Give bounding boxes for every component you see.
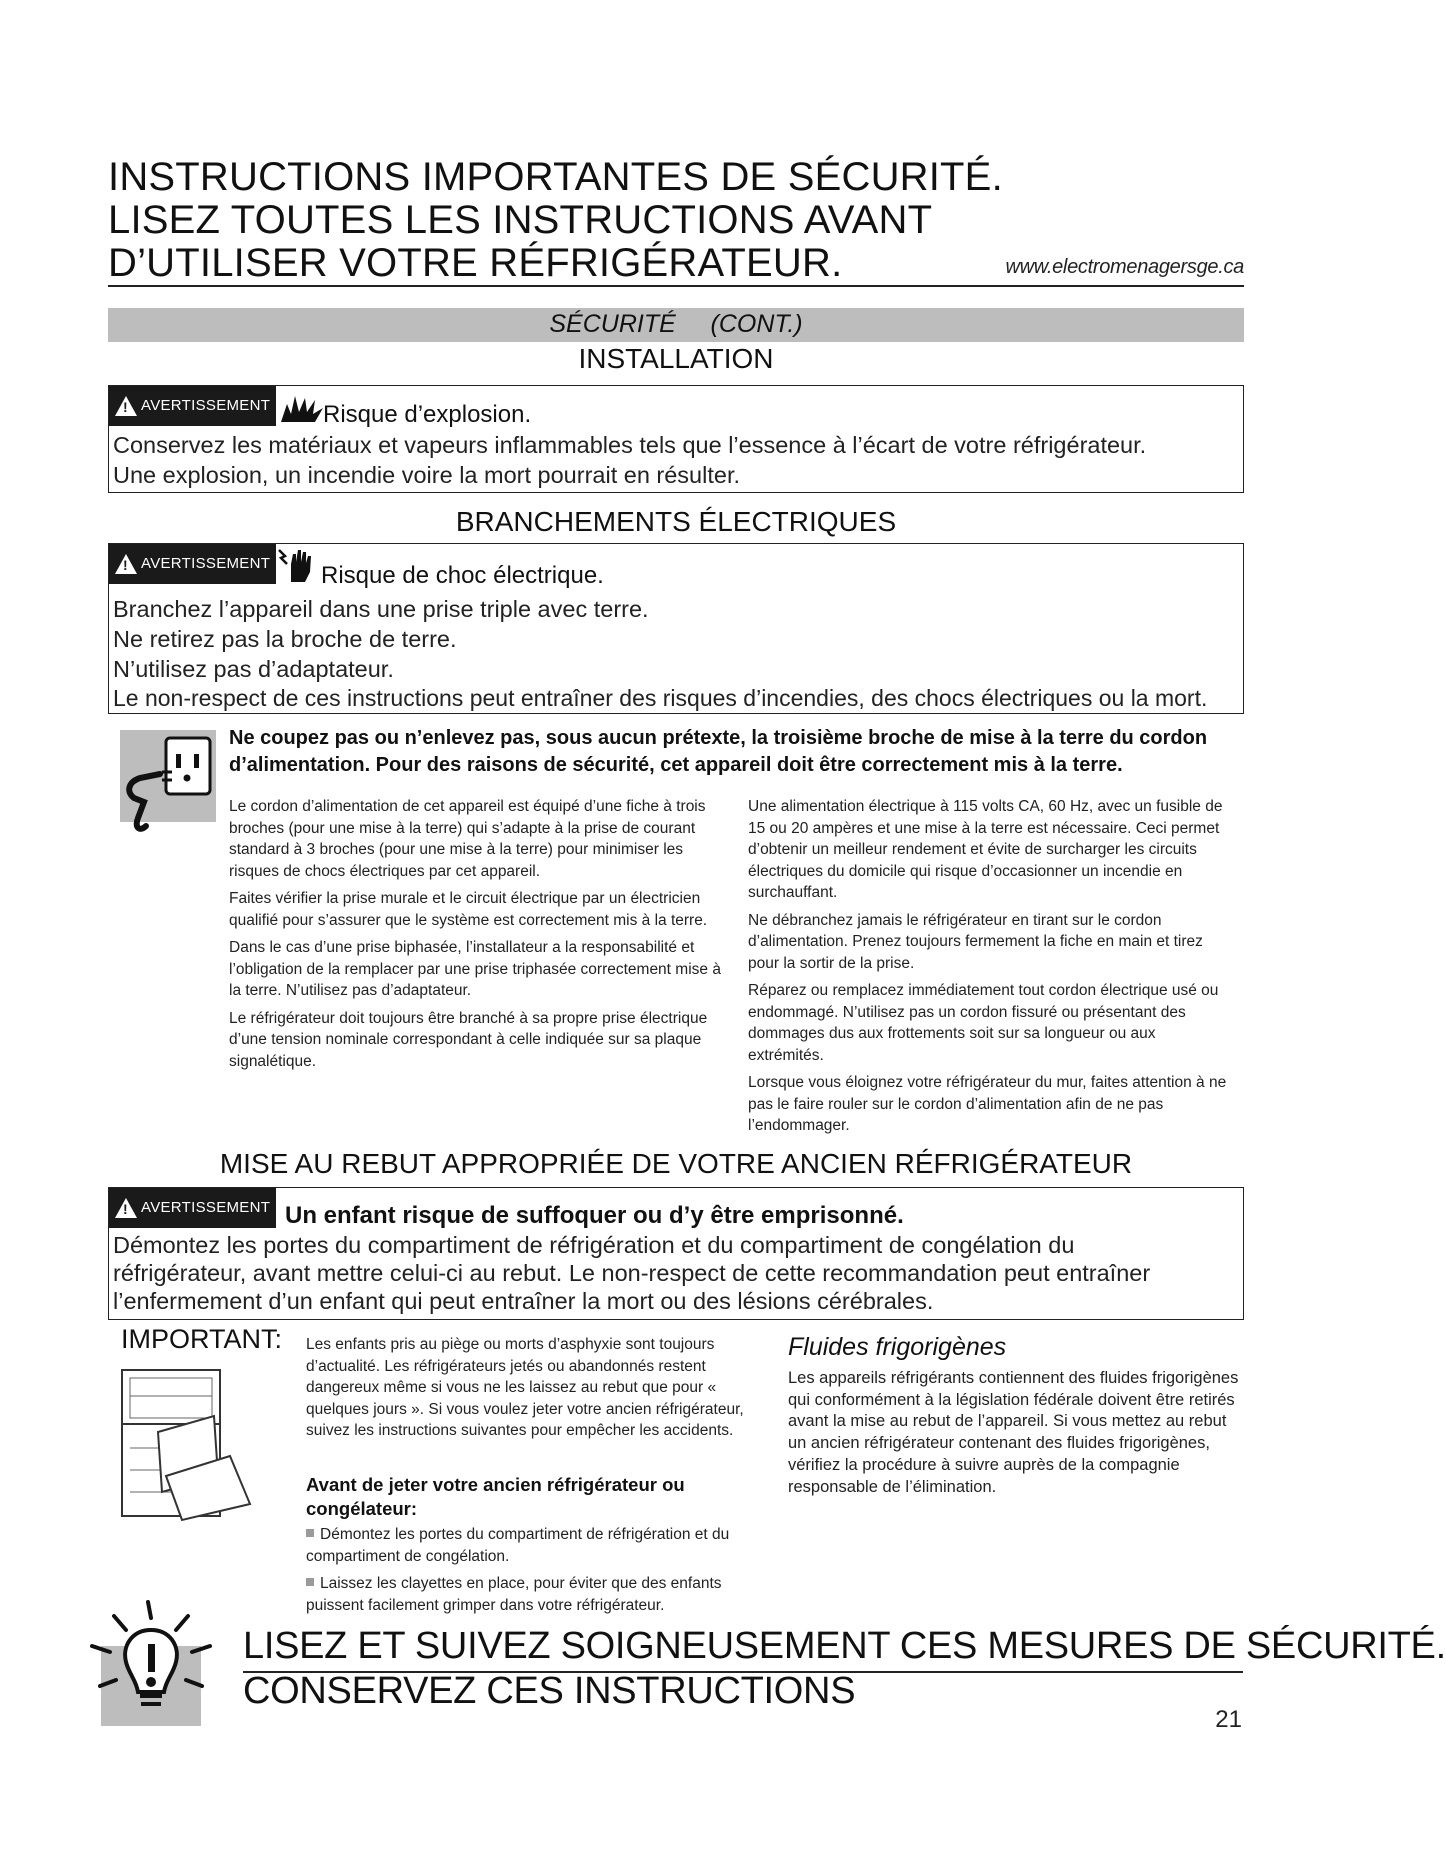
- important-text: Les enfants pris au piège ou morts d’asphyxie sont toujours d’actualité. Les réfrigérateurs jetés ou abandonnés restent dangereux même si vous ne les laissez au rebut que pour « quelques jours ». Si vous voulez jeter votre ancien réfrigérateur, suivez les instructions suivantes pour empêcher les accidents.: [306, 1336, 744, 1439]
- header-title-line1: INSTRUCTIONS IMPORTANTES DE SÉCURITÉ.: [108, 155, 1003, 199]
- electrical-right-para-3: Réparez ou remplacez immédiatement tout cordon électrique usé ou endommagé. N’utilisez pas un cordon fissuré ou présentant des dommages dus aux frottements soit sur sa longueur ou aux extrémités.: [748, 982, 1219, 1064]
- fluids-text: Les appareils réfrigérants contiennent des fluides frigorigènes qui conformément à la législation fédérale doivent être retirés avant la mise au rebut de l’appareil. Si vous mettez au rebut un ancien réfrigérateur contenant des fluides frigorigènes, vérifiez la procédure à suivre auprès de la compagnie responsable de l’élimination.: [788, 1369, 1239, 1496]
- electrical-right-column: [748, 796, 1234, 1143]
- electrical-line-2: Ne retirez pas la broche de terre.: [113, 626, 457, 652]
- shock-hand-icon: [275, 546, 315, 584]
- header-rule: [108, 285, 1244, 287]
- bullet-icon: [306, 1578, 314, 1586]
- installation-warning-box: [108, 385, 1244, 493]
- installation-title: INSTALLATION: [578, 343, 774, 374]
- caution-lightbulb-icon: [88, 1600, 214, 1730]
- electrical-line-3: N’utilisez pas d’adaptateur.: [113, 656, 394, 682]
- warning-badge: [109, 386, 276, 426]
- header-title-line2: LISEZ TOUTES LES INSTRUCTIONS AVANT: [108, 198, 933, 242]
- footer-line1: LISEZ ET SUIVEZ SOIGNEUSEMENT CES MESURES DE SÉCURITÉ.: [243, 1625, 1446, 1667]
- disposal-line-1: Démontez les portes du compartiment de réfrigération et du compartiment de congélation du: [113, 1232, 1075, 1258]
- electrical-left-column: [229, 796, 721, 1078]
- disposal-bullet-1-text: Démontez les portes du compartiment de réfrigération et du compartiment de congélation.: [306, 1526, 730, 1565]
- warning-badge: [109, 1188, 276, 1228]
- disposal-line-3: l’enfermement d’un enfant qui peut entraîner la mort ou des lésions cérébrales.: [113, 1288, 934, 1314]
- fluids-title: Fluides frigorigènes: [788, 1333, 1007, 1361]
- electrical-title: BRANCHEMENTS ÉLECTRIQUES: [455, 506, 897, 537]
- ground-notice-line2: d’alimentation. Pour des raisons de sécurité, cet appareil doit être correctement mis à la terre.: [229, 754, 1123, 776]
- refrigerator-doors-icon: [118, 1366, 258, 1522]
- warning-triangle-icon: [115, 396, 137, 416]
- warning-badge-label: AVERTISSEMENT: [141, 1199, 271, 1216]
- bullet-icon: [306, 1529, 314, 1537]
- important-label: IMPORTANT:: [121, 1324, 283, 1354]
- disposal-risk-title: Un enfant risque de suffoquer ou d’y être emprisonné.: [285, 1202, 904, 1229]
- electrical-risk-title: Risque de choc électrique.: [321, 562, 604, 589]
- electrical-right-para-1: Une alimentation électrique à 115 volts CA, 60 Hz, avec un fusible de 15 ou 20 ampères et une mise à la terre est nécessaire. Ceci permet d’obtenir un meilleur rendement et évite de surcharger les circuits électriques du domicile qui risque d’occasionner un incendie en surchauffant.: [748, 798, 1223, 901]
- installation-risk-title: Risque d’explosion.: [323, 401, 532, 428]
- header-title-line3: D’UTILISER VOTRE RÉFRIGÉRATEUR.: [108, 241, 843, 285]
- warning-badge-label: AVERTISSEMENT: [141, 397, 271, 414]
- section-band-label: SÉCURITÉ (CONT.): [549, 310, 803, 338]
- disposal-bullet-2-text: Laissez les clayettes en place, pour éviter que des enfants puissent facilement grimper dans votre réfrigérateur.: [306, 1575, 722, 1614]
- warning-triangle-icon: [115, 1198, 137, 1218]
- electrical-right-para-2: Ne débranchez jamais le réfrigérateur en tirant sur le cordon d’alimentation. Prenez toujours fermement la fiche en main et tirez pour la sortir de la prise.: [748, 911, 1203, 972]
- warning-badge: [109, 544, 276, 584]
- page-number: 21: [1215, 1706, 1242, 1733]
- grounded-plug-icon: [110, 728, 220, 836]
- ground-notice-line1: Ne coupez pas ou n’enlevez pas, sous aucun prétexte, la troisième broche de mise à la terre du cordon: [229, 727, 1208, 749]
- installation-line-1: Conservez les matériaux et vapeurs inflammables tels que l’essence à l’écart de votre réfrigérateur.: [113, 432, 1147, 458]
- warning-badge-label: AVERTISSEMENT: [141, 555, 271, 572]
- electrical-left-para-1: Le cordon d’alimentation de cet appareil est équipé d’une fiche à trois broches (pour une mise à la terre) qui s’adapte à la prise de courant standard à 3 broches (pour une mise à la terre) pour minimiser les risques de chocs électriques par cet appareil.: [229, 798, 706, 880]
- electrical-left-para-3: Dans le cas d’une prise biphasée, l’installateur a la responsabilité et l’obligation de la remplacer par une prise triphasée correctement mise à la terre. N’utilisez pas d’adaptateur.: [229, 939, 721, 999]
- explosion-icon: [279, 394, 325, 424]
- disposal-bullet-2: [306, 1573, 766, 1616]
- electrical-warning-box: [108, 543, 1244, 714]
- disposal-warning-box: [108, 1187, 1244, 1320]
- website-url: www.electromenagersge.ca: [1005, 256, 1244, 278]
- installation-line-2: Une explosion, un incendie voire la mort pourrait en résulter.: [113, 462, 741, 488]
- electrical-line-1: Branchez l’appareil dans une prise triple avec terre.: [113, 596, 649, 622]
- electrical-left-para-4: Le réfrigérateur doit toujours être branché à sa propre prise électrique d’une tension nominale correspondant à celle indiquée sur sa plaque signalétique.: [229, 1009, 708, 1070]
- electrical-right-para-4: Lorsque vous éloignez votre réfrigérateur du mur, faites attention à ne pas le faire rouler sur le cordon d’alimentation afin de ne pas l’endommager.: [748, 1074, 1227, 1134]
- disposal-line-2: réfrigérateur, avant mettre celui-ci au rebut. Le non-respect de cette recommandation peut entraîner: [113, 1260, 1151, 1286]
- footer-line2: CONSERVEZ CES INSTRUCTIONS: [243, 1670, 856, 1712]
- warning-triangle-icon: [115, 554, 137, 574]
- disposal-title: MISE AU REBUT APPROPRIÉE DE VOTRE ANCIEN RÉFRIGÉRATEUR: [219, 1148, 1133, 1179]
- electrical-line-4: Le non-respect de ces instructions peut entraîner des risques d’incendies, des chocs électriques ou la mort.: [113, 685, 1208, 711]
- before-disposal-heading: Avant de jeter votre ancien réfrigérateur ou congélateur:: [306, 1474, 685, 1519]
- electrical-left-para-2: Faites vérifier la prise murale et le circuit électrique par un électricien qualifié pour s’assurer que le système est correctement mis à la terre.: [229, 890, 708, 929]
- disposal-bullet-1: [306, 1524, 766, 1567]
